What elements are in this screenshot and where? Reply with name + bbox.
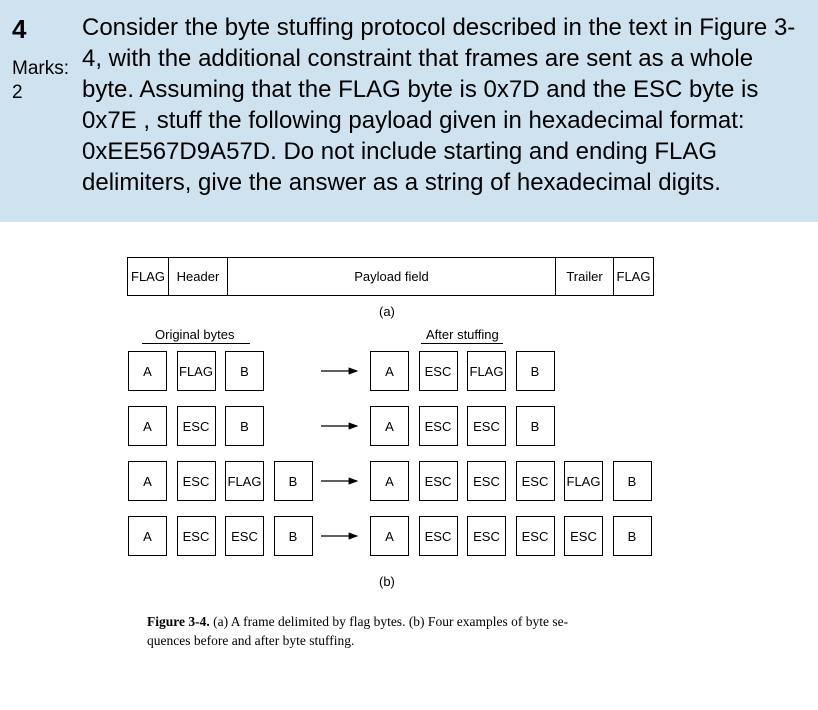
- stuffed-byte-box: ESC: [467, 461, 506, 501]
- original-byte-box: B: [274, 461, 313, 501]
- question-text: [82, 12, 810, 198]
- stuffed-byte-box: ESC: [564, 516, 603, 556]
- stuffed-byte-box: FLAG: [564, 461, 603, 501]
- caption-label: Figure 3-4.: [147, 614, 210, 629]
- stuffed-byte-box: ESC: [467, 516, 506, 556]
- original-bytes-heading: Original bytes: [155, 327, 235, 342]
- stuffed-byte-box: A: [370, 516, 409, 556]
- original-byte-box: A: [128, 461, 167, 501]
- original-byte-box: B: [225, 406, 264, 446]
- marks-value: 2: [12, 82, 23, 103]
- frame-header: Header: [169, 258, 228, 295]
- original-byte-box: FLAG: [177, 351, 216, 391]
- stuffed-byte-box: A: [370, 406, 409, 446]
- question-line: Consider the byte stuffing protocol described in the text in Figure 3-: [82, 14, 796, 41]
- frame-flag-left: FLAG: [128, 258, 169, 295]
- figure-caption: [147, 612, 667, 650]
- stuffed-byte-box: B: [516, 351, 555, 391]
- stuffed-byte-box: ESC: [516, 516, 555, 556]
- question-line: delimiters, give the answer as a string of hexadecimal digits.: [82, 169, 721, 196]
- caption-line-2: quences before and after byte stuffing.: [147, 633, 355, 648]
- question-line: 4, with the additional constraint that frames are sent as a whole: [82, 45, 754, 72]
- stuffed-byte-box: ESC: [467, 406, 506, 446]
- question-line: 0x7E , stuff the following payload given in hexadecimal format:: [82, 107, 745, 134]
- part-b-label: (b): [379, 574, 395, 589]
- original-byte-box: ESC: [225, 516, 264, 556]
- frame-flag-right: FLAG: [616, 269, 651, 284]
- question-line: 0xEE567D9A57D. Do not include starting and ending FLAG: [82, 138, 718, 165]
- stuffed-byte-box: FLAG: [467, 351, 506, 391]
- original-byte-box: ESC: [177, 461, 216, 501]
- frame-trailer: Trailer: [556, 258, 614, 295]
- original-byte-box: A: [128, 351, 167, 391]
- after-stuffing-heading: After stuffing: [426, 327, 499, 342]
- stuffed-byte-box: ESC: [419, 351, 458, 391]
- original-byte-box: ESC: [177, 516, 216, 556]
- caption-line-1: (a) A frame delimited by flag bytes. (b) Four examples of byte se-: [209, 614, 569, 629]
- figure-3-4: [0, 222, 818, 710]
- stuffed-byte-box: ESC: [516, 461, 555, 501]
- stuffed-byte-box: ESC: [419, 461, 458, 501]
- stuffed-byte-box: B: [613, 461, 652, 501]
- stuffed-byte-box: ESC: [419, 516, 458, 556]
- frame-payload: Payload field: [228, 258, 556, 295]
- original-byte-box: FLAG: [225, 461, 264, 501]
- original-byte-box: A: [128, 516, 167, 556]
- marks-label: Marks:: [12, 58, 69, 79]
- question-panel: [0, 0, 818, 222]
- original-byte-box: B: [274, 516, 313, 556]
- original-byte-box: B: [225, 351, 264, 391]
- stuffed-byte-box: B: [516, 406, 555, 446]
- stuffed-byte-box: A: [370, 351, 409, 391]
- original-byte-box: A: [128, 406, 167, 446]
- question-line: byte. Assuming that the FLAG byte is 0x7D and the ESC byte is: [82, 76, 759, 103]
- stuffed-byte-box: ESC: [419, 406, 458, 446]
- part-a-label: (a): [379, 304, 395, 319]
- original-byte-box: ESC: [177, 406, 216, 446]
- stuffed-byte-box: B: [613, 516, 652, 556]
- stuffed-byte-box: A: [370, 461, 409, 501]
- question-number: 4: [12, 14, 27, 44]
